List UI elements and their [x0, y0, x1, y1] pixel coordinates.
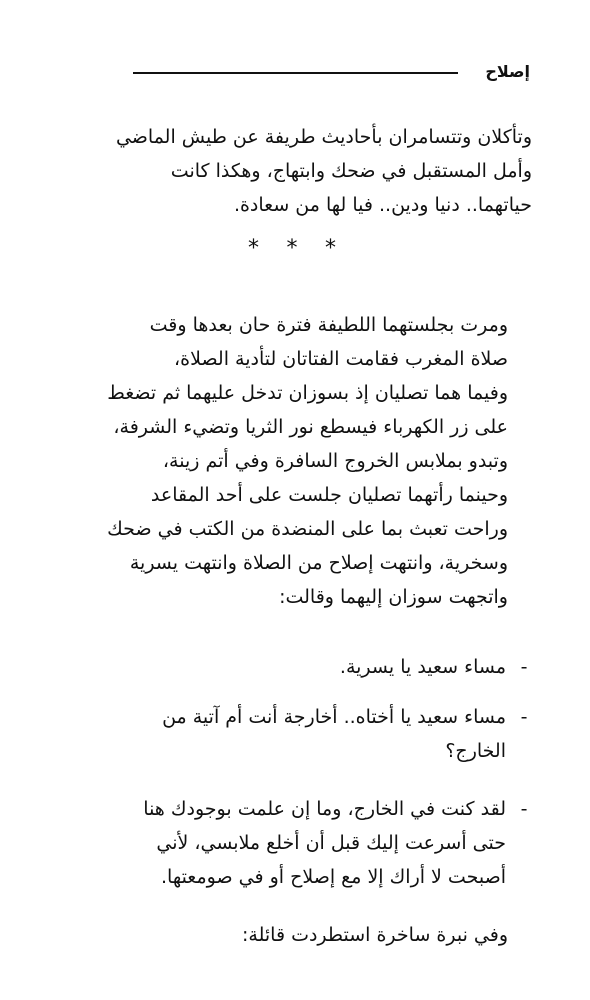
- paragraph-line: وراحت تعبث بما على المنضدة من الكتب في ضحك: [107, 518, 508, 540]
- paragraph-line: وتأكلان وتتسامران بأحاديث طريفة عن طيش الماضي: [115, 126, 532, 148]
- header-title: إصلاح: [485, 62, 530, 81]
- section-separator: * * *: [246, 236, 344, 261]
- paragraph-1: [58, 120, 532, 222]
- dialogue-dash: -: [520, 706, 528, 728]
- paragraph-line: وتبدو بملابس الخروج السافرة وفي أتم زينة،: [162, 450, 508, 472]
- dialogue-text: أصبحت لا أراك إلا مع إصلاح أو في صومعتها.: [160, 866, 506, 888]
- header-rule: [133, 72, 458, 74]
- dialogue-text: الخارج؟: [445, 740, 506, 762]
- dialogue-line-2: [58, 700, 532, 768]
- paragraph-line: واتجهت سوزان إليهما وقالت:: [279, 586, 508, 608]
- paragraph-line: ومرت بجلستهما اللطيفة فترة حان بعدها وقت: [149, 314, 508, 336]
- paragraph-line: وسخرية، وانتهت إصلاح من الصلاة وانتهت يسرية: [129, 552, 508, 574]
- paragraph-line: وحينما رأتهما تصليان جلست على أحد المقاعد: [150, 484, 508, 506]
- dialogue-line-3: [58, 792, 532, 894]
- paragraph-line: وفيما هما تصليان إذ بسوزان تدخل عليهما ثم تضغط: [107, 382, 508, 404]
- paragraph-line: وأمل المستقبل في ضحك وابتهاج، وهكذا كانت: [170, 160, 532, 182]
- paragraph-2: [58, 308, 532, 614]
- dialogue-text: مساء سعيد يا يسرية.: [339, 656, 506, 678]
- paragraph-line: صلاة المغرب فقامت الفتاتان لتأدية الصلاة،: [174, 348, 508, 370]
- dialogue-dash: -: [520, 798, 528, 820]
- dialogue-dash: -: [520, 656, 528, 678]
- dialogue-text: مساء سعيد يا أختاه.. أخارجة أنت أم آتية من: [162, 706, 506, 728]
- paragraph-line: وفي نبرة ساخرة استطردت قائلة:: [242, 924, 508, 946]
- paragraph-line: على زر الكهرباء فيسطع نور الثريا وتضيء الشرفة،: [113, 416, 508, 438]
- dialogue-text: حتى أسرعت إليك قبل أن أخلع ملابسي، لأني: [156, 832, 506, 854]
- dialogue-text: لقد كنت في الخارج، وما إن علمت بوجودك هنا: [143, 798, 506, 820]
- dialogue-line-1: [58, 650, 532, 684]
- running-header: [60, 60, 530, 90]
- paragraph-line: حياتهما.. دنيا ودين.. فيا لها من سعادة.: [233, 194, 532, 216]
- paragraph-3: [58, 918, 532, 952]
